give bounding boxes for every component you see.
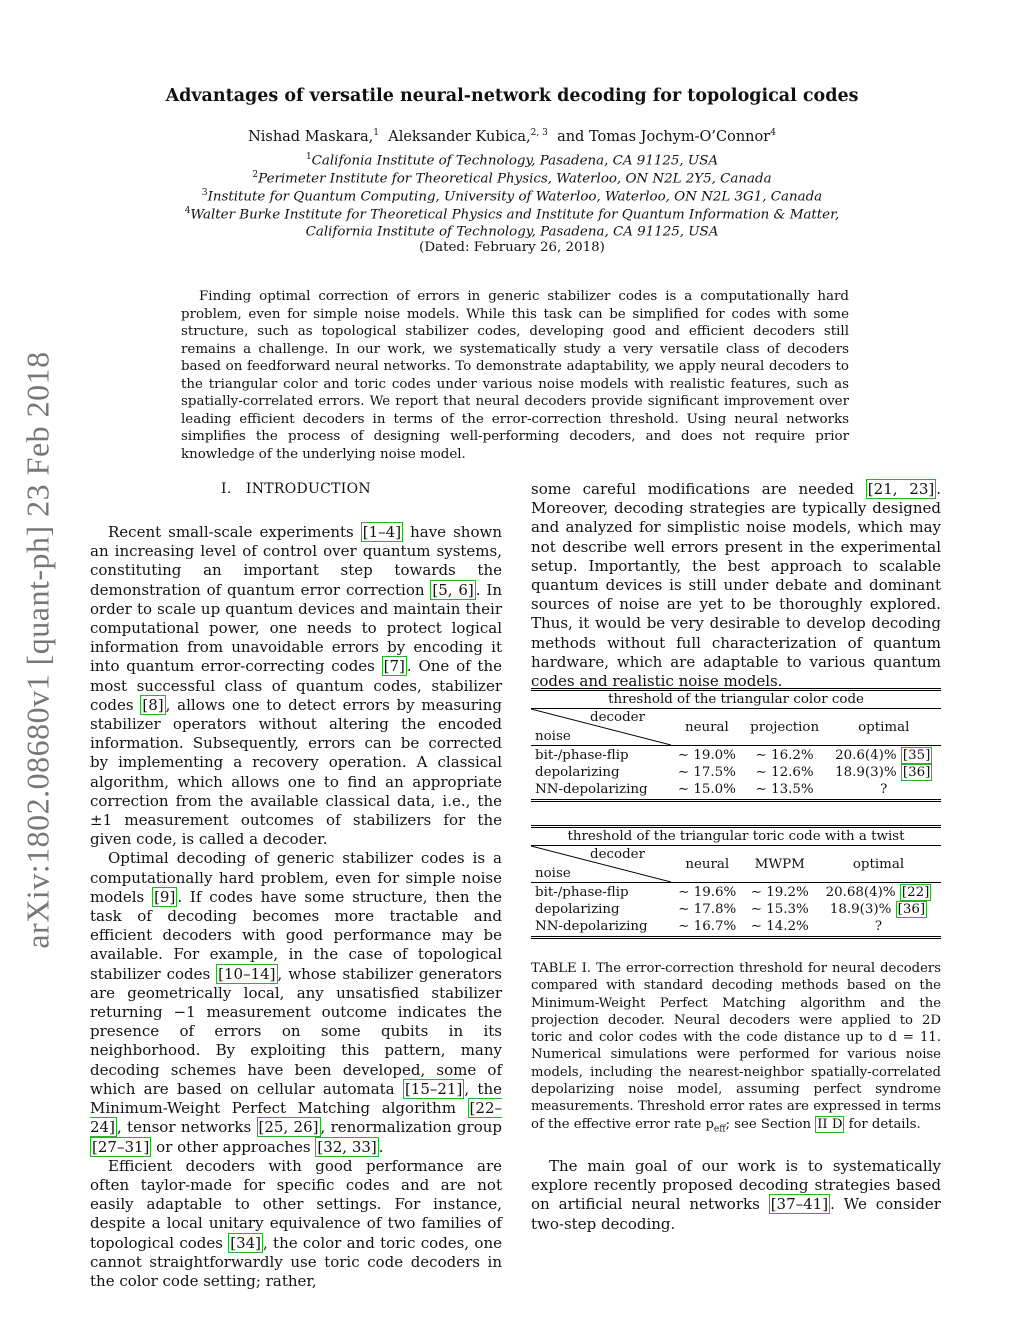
table-color-code bbox=[531, 688, 941, 802]
citation-link[interactable]: [1–4] bbox=[362, 523, 402, 541]
citation-link[interactable]: [37–41] bbox=[770, 1195, 829, 1214]
affiliation: $^1$Califonia Institute of Technology, Pasadena, CA 91125, USA bbox=[305, 152, 719, 169]
abstract bbox=[181, 288, 849, 463]
table-corner-header: decoder noise bbox=[531, 709, 671, 746]
citation-link[interactable]: [36] bbox=[897, 901, 926, 917]
table-row: NN-depolarizing ∼ 16.7% ∼ 14.2% ? bbox=[531, 918, 941, 937]
table-row: depolarizing ∼ 17.5% ∼ 12.6% 18.9(3)% [36] bbox=[535, 764, 931, 780]
column-header: optimal bbox=[827, 709, 942, 746]
arxiv-sidebar bbox=[8, 300, 68, 1000]
affiliation: $^2$Perimeter Institute for Theoretical Physics, Waterloo, ON N2L 2Y5, Canada bbox=[252, 170, 772, 187]
citation-link[interactable]: [8] bbox=[142, 695, 164, 714]
citation-link[interactable]: [5, 6] bbox=[432, 580, 474, 599]
affiliation: California Institute of Technology, Pasadena, CA 91125, USA bbox=[305, 224, 719, 240]
table-corner-header: decoder noise bbox=[531, 846, 671, 883]
citation-link[interactable]: [22–24] bbox=[90, 1099, 502, 1137]
arxiv-identifier: arXiv:1802.08680v1 [quant-ph] 23 Feb 2018 bbox=[19, 351, 56, 949]
table-toric-code bbox=[531, 825, 941, 939]
table-row: depolarizing ∼ 17.8% ∼ 15.3% 18.9(3)% [36] bbox=[535, 901, 926, 917]
author-name: Aleksander Kubica, bbox=[388, 128, 531, 145]
right-column-bottom bbox=[531, 1157, 941, 1234]
paragraph: Recent small-scale experiments [1–4] have shown an increasing level of control over quantum systems, constituting an important step towards the demonstration of quantum error correction [5, 6] . In order to scale up quantum devices and maintain their computational power, one needs to protect logical information from unavoidable errors by encoding it into quantum error-correcting codes [7] . One of the most successful class of quantum codes, stabilizer codes [8] , allows one to detect errors by measuring stabilizer operators without altering the encoded information. Subsequently, errors can be corrected by implementing a recovery operation. A classical algorithm, which allows one to find an appropriate correction from the available classical data, i.e., the ±1 measurement outcomes of stabilizers for the given code, is called a decoder. bbox=[90, 523, 503, 849]
abstract-text: Finding optimal correction of errors in generic stabilizer codes is a computationally hard problem, even for simple noise models. While this task can be simplified for codes with some structure, such as topological stabilizer codes, developing good and efficient decoders still remains a challenge. In our work, we systematically study a very versatile class of decoders based on feedforward neural networks. To demonstrate adaptability, we apply neural decoders to the triangular color and toric codes under various noise models with realistic features, such as spatially-correlated errors. We report that neural decoders provide significant improvement over leading efficient decoders in terms of the error-correction threshold. Using neural networks simplifies the process of designing well-performing decoders, and does not require prior knowledge of the underlying noise model. bbox=[181, 289, 849, 462]
table-caption: TABLE I. The error-correction threshold for neural decoders compared with standard decoding methods based on the Minimum-Weight Perfect Matching algorithm and the projection decoder. Neural decoders were applied to 2D toric and color codes with the code distance up to d = 11. Numerical simulations were performed for various noise models, including the nearest-neighbor spatially-correlated depolarizing noise model, assuming perfect syndrome measurements. Threshold error rates are expressed in terms of the effective error rate $p_{eff}$; see Section II D for details. bbox=[531, 961, 941, 1135]
paragraph: The main goal of our work is to systematically explore recently proposed decoding strategies based on artificial neural networks [37–41] . We consider two-step decoding. bbox=[531, 1157, 941, 1233]
table-row: bit-/phase-flip ∼ 19.0% ∼ 16.2% 20.6(4)% [35] bbox=[535, 747, 931, 763]
date-line: (Dated: February 26, 2018) bbox=[419, 240, 605, 255]
paper-title: Advantages of versatile neural-network decoding for topological codes bbox=[165, 86, 859, 106]
right-column-top bbox=[531, 480, 941, 691]
column-header: projection bbox=[743, 709, 827, 746]
author-name: and Tomas Jochym-O’Connor bbox=[557, 128, 771, 145]
citation-link[interactable]: [35] bbox=[902, 747, 931, 763]
citation-link[interactable]: [7] bbox=[383, 657, 405, 676]
column-header: MWPM bbox=[744, 846, 817, 883]
section-link[interactable]: II D bbox=[817, 1116, 843, 1132]
table-title: threshold of the triangular toric code with a twist bbox=[531, 827, 941, 846]
citation-link[interactable]: [34] bbox=[230, 1233, 262, 1252]
author-list: Nishad Maskara,$^1$ Aleksander Kubica,$^{2, 3}$ and Tomas Jochym-O’Connor$^4$ bbox=[248, 128, 776, 145]
citation-link[interactable]: [36] bbox=[902, 764, 931, 780]
paragraph: Optimal decoding of generic stabilizer codes is a computationally hard problem, even for simple noise models [9] . If codes have some structure, then the task of decoding becomes more tractable and efficient decoders with good performance may be available. For example, in the case of topological stabilizer codes [10–14] , whose stabilizer generators are geometrically local, any unsatisfied stabilizer returning −1 measurement outcome indicates the presence of errors on some qubits in its neighborhood. By exploiting this pattern, many decoding schemes have been developed, some of which are based on cellular automata [15–21] , the Minimum-Weight Perfect Matching algorithm [22–24] , tensor networks [25, 26] , renormalization group [27–31] or other approaches [32, 33] . bbox=[90, 849, 502, 1156]
citation-link[interactable]: [25, 26] bbox=[258, 1118, 319, 1137]
column-header: neural bbox=[671, 709, 743, 746]
column-header: optimal bbox=[816, 846, 941, 883]
table-row: bit-/phase-flip ∼ 19.6% ∼ 19.2% 20.68(4)% [22] bbox=[535, 884, 930, 900]
citation-link[interactable]: [21, 23] bbox=[867, 480, 935, 498]
citation-link[interactable]: [32, 33] bbox=[317, 1137, 377, 1156]
table-title: threshold of the triangular color code bbox=[531, 690, 941, 709]
citation-link[interactable]: [9] bbox=[154, 887, 176, 906]
paragraph: Efficient decoders with good performance are often taylor-made for specific codes and are not easily adaptable to other settings. For instance, despite a local unitary equivalence of two families of topological codes [34] , the color and toric codes, one cannot straightforwardly use toric code decoders in the color code setting; rather, bbox=[90, 1156, 502, 1290]
citation-link[interactable]: [10–14] bbox=[218, 964, 276, 983]
citation-link[interactable]: [22] bbox=[901, 884, 930, 900]
section-heading: I. INTRODUCTION bbox=[221, 481, 371, 497]
citation-link[interactable]: [27–31] bbox=[92, 1137, 150, 1156]
author-name: Nishad Maskara, bbox=[248, 128, 374, 145]
affiliation: $^3$Institute for Quantum Computing, University of Waterloo, Waterloo, ON N2L 3G1, Canada bbox=[201, 188, 823, 205]
table-row: NN-depolarizing ∼ 15.0% ∼ 13.5% ? bbox=[531, 781, 941, 800]
citation-link[interactable]: [15–21] bbox=[404, 1079, 463, 1098]
left-column bbox=[90, 523, 502, 1291]
paragraph: some careful modifications are needed [21, 23] . Moreover, decoding strategies are typically designed and analyzed for simplistic noise models, which may not describe well errors present in the experimental setup. Importantly, the best approach to scalable quantum devices is still under debate and dominant sources of noise are yet to be thoroughly explored. Thus, it would be very desirable to develop decoding methods without full characterization of quantum hardware, which are adaptable to various quantum codes and realistic noise models. bbox=[531, 480, 941, 691]
column-header: neural bbox=[671, 846, 744, 883]
affiliation: $^4$Walter Burke Institute for Theoretical Physics and Institute for Quantum Information & Matter, bbox=[184, 206, 840, 223]
